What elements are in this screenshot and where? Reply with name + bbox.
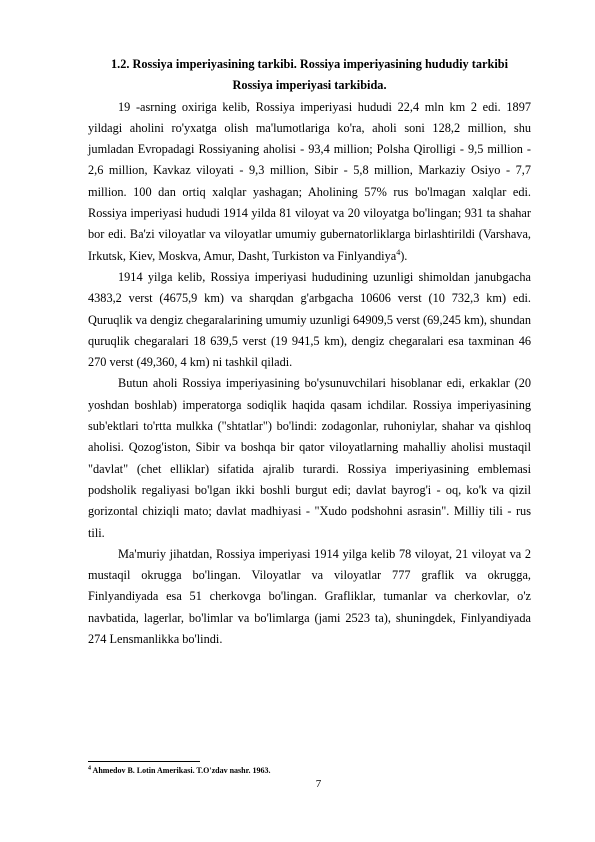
page-number	[0, 777, 595, 791]
document-body	[88, 54, 531, 650]
section-heading	[88, 54, 531, 97]
footnote-reference[interactable]: 4	[396, 247, 401, 257]
paragraph-1-text: 19 -asrning oxiriga kelib, Rossiya imperiyasi hududi 22,4 mln km 2 edi. 1897 yildagi aholini ro'yxatga olish ma'lumotlariga ko'ra, aholi soni 128,2 million, shu jumladan Evropadagi Rossiyaning aholisi - 93,4 million; Polsha Qirolligi - 9,5 million - 2,6 million, Kavkaz viloyati - 9,3 million, Sibir - 5,8 million, Markaziy Osiyo - 7,7 million. 100 dan ortiq xalqlar yashagan; Aholining 57% rus bo'lmagan xalqlar edi. Rossiya imperiyasi hududi 1914 yilda 81 viloyat va 20 viloyatga bo'lingan; 931 ta shahar bor edi. Ba'zi viloyatlar va viloyatlar umumiy gubernatorliklarga birlashtirildi (Varshava, Irkutsk, Kiev, Moskva, Amur, Dasht, Turkiston va Finlyandiya	[88, 99, 531, 263]
paragraph-1	[88, 97, 531, 267]
footnote	[88, 766, 270, 776]
paragraph-3: Butun aholi Rossiya imperiyasining bo'ysunuvchilari hisoblanar edi, erkaklar (20 yoshdan boshlab) imperatorga sodiqlik haqida qasam ichdilar. Rossiya imperiyasining sub'ektlari to'rtta mulkka ("shtatlar") bo'lindi: zodagonlar, ruhoniylar, shahar va qishloq aholisi. Qozog'iston, Sibir va boshqa bir qator viloyatlarning mahalliy aholisi mustaqil "davlat" (chet elliklar) sifatida ajralib turardi. Rossiya imperiyasining emblemasi podsholik regaliyasi bo'lgan ikki boshli burgut edi; davlat bayrog'i - oq, ko'k va qizil gorizontal chiziqli mato; davlat madhiyasi - "Xudo podshohni asrasin". Milliy tili - rus tili.	[88, 376, 531, 540]
paragraph-2: 1914 yilga kelib, Rossiya imperiyasi hududining uzunligi shimoldan janubgacha 4383,2 verst (4675,9 km) va sharqdan g'arbgacha 10606 verst (10 732,3 km) edi. Quruqlik va dengiz chegaralarining umumiy uzunligi 64909,5 verst (69,245 km), shundan quruqlik chegaralari 18 639,5 verst (19 941,5 km), dengiz chegaralari esa taxminan 46 270 verst (49,360, 4 km) ni tashkil qiladi.	[88, 269, 531, 370]
footnote-text: Ahmedov B. Lotin Amerikasi. T.O'zdav nashr. 1963.	[91, 766, 271, 775]
section-heading-line-1: 1.2. Rossiya imperiyasining tarkibi. Rossiya imperiyasining hududiy tarkibi	[111, 57, 508, 71]
section-heading-line-2: Rossiya imperiyasi tarkibida.	[232, 78, 387, 93]
paragraph-1-end: ).	[400, 248, 408, 263]
footnote-divider	[88, 761, 200, 762]
paragraph-4: Ma'muriy jihatdan, Rossiya imperiyasi 1914 yilga kelib 78 viloyat, 21 viloyat va 2 mustaqil okrugga bo'lingan. Viloyatlar va viloyatlar 777 graflik va okrugga, Finlyandiyada esa 51 cherkovga bo'lingan. Grafliklar, tumanlar va cherkovlar, o'z navbatida, lagerlar, bo'limlar va bo'limlarga (jami 2523 ta), shuningdek, Finlyandiyada 274 Lensmanlikka bo'lindi.	[88, 546, 531, 647]
page-number-value: 7	[315, 778, 322, 790]
footnote-number: 4	[88, 765, 91, 772]
